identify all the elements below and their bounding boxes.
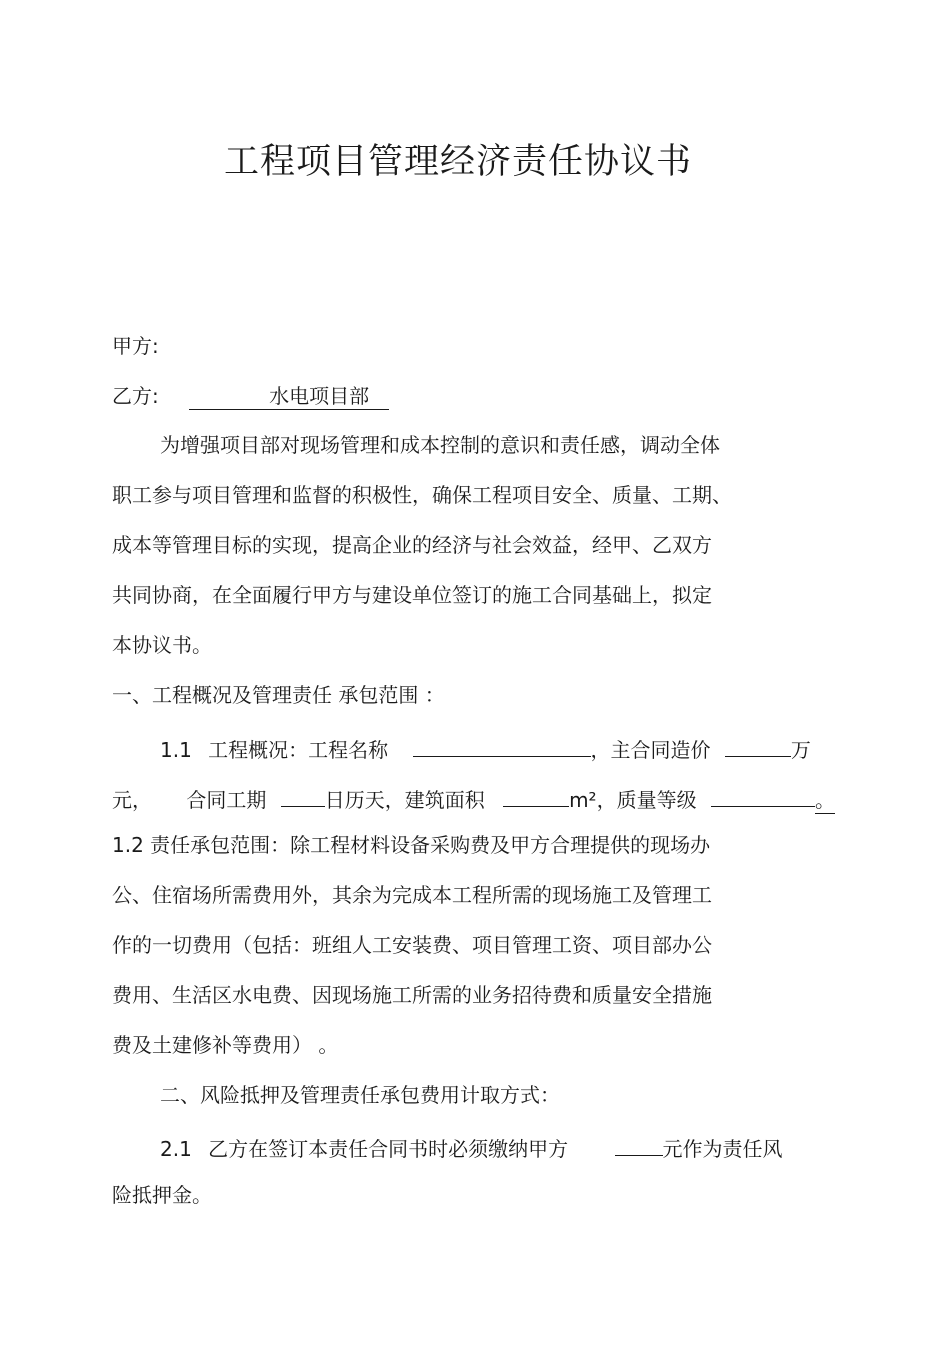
intro-line: 本协议书。 bbox=[112, 633, 212, 657]
building-area-blank bbox=[503, 781, 569, 807]
party-b-line bbox=[112, 381, 389, 411]
deposit-amount-blank bbox=[615, 1130, 663, 1156]
clause-number: 1.1 bbox=[160, 738, 192, 762]
intro-line: 职工参与项目管理和监督的积极性，确保工程项目安全、质量、工期、 bbox=[112, 483, 732, 507]
contract-price-blank bbox=[725, 731, 791, 757]
deposit-suffix: 元作为责任风 bbox=[662, 1137, 783, 1161]
clause-1-1-line-2 bbox=[112, 781, 835, 815]
quality-grade-blank bbox=[711, 781, 815, 807]
intro-line: 共同协商，在全面履行甲方与建设单位签订的施工合同基础上，拟定 bbox=[112, 583, 712, 607]
contract-period-blank bbox=[281, 781, 325, 807]
party-b-label: 乙方: bbox=[112, 384, 159, 408]
clause-2-1-line-1 bbox=[160, 1130, 783, 1164]
clause-1-2-line: 费用、生活区水电费、因现场施工所需的业务招待费和质量安全措施 bbox=[112, 983, 712, 1007]
clause-1-2-line: 1.2 责任承包范围：除工程材料设备采购费及甲方合理提供的现场办 bbox=[112, 833, 711, 857]
clause-2-1-line-2: 险抵押金。 bbox=[112, 1183, 212, 1207]
party-a-label: 甲方: bbox=[112, 334, 159, 358]
intro-line: 为增强项目部对现场管理和成本控制的意识和责任感，调动全体 bbox=[160, 433, 720, 457]
unit-yuan: 元， bbox=[112, 788, 152, 812]
party-b-value: 水电项目部 bbox=[269, 384, 370, 408]
intro-line: 成本等管理目标的实现，提高企业的经济与社会效益，经甲、乙双方 bbox=[112, 533, 712, 557]
document-title: 工程项目管理经济责任协议书 bbox=[223, 142, 692, 182]
unit-wan: 万 bbox=[790, 738, 811, 762]
party-b-field bbox=[189, 384, 389, 410]
section-1-heading: 一、工程概况及管理责任 承包范围 ： bbox=[112, 683, 445, 707]
clause-1-2-line: 公、住宿场所需费用外，其余为完成本工程所需的现场施工及管理工 bbox=[112, 883, 712, 907]
area-unit: m² bbox=[569, 788, 597, 812]
contract-period-label: 合同工期 bbox=[186, 788, 267, 812]
clause-number: 2.1 bbox=[160, 1137, 192, 1161]
deposit-label: 乙方在签订本责任合同书时必须缴纳甲方 bbox=[208, 1137, 569, 1161]
section-2-heading: 二、风险抵押及管理责任承包费用计取方式： bbox=[160, 1083, 560, 1107]
clause-1-2-line: 作的一切费用（包括：班组人工安装费、项目管理工资、项目部办公 bbox=[112, 933, 712, 957]
days-area-label: 日历天，建筑面积 bbox=[324, 788, 485, 812]
quality-grade-label: ，质量等级 bbox=[596, 788, 697, 812]
clause-1-1-line-1 bbox=[160, 731, 811, 765]
clause-1-2-line: 费及土建修补等费用） 。 bbox=[112, 1033, 339, 1057]
project-name-blank bbox=[413, 731, 591, 757]
project-name-label: 工程概况：工程名称 bbox=[208, 738, 389, 762]
contract-price-label: ，主合同造价 bbox=[590, 738, 711, 762]
period-mark: 。 bbox=[814, 788, 835, 812]
party-a-line bbox=[112, 331, 159, 361]
